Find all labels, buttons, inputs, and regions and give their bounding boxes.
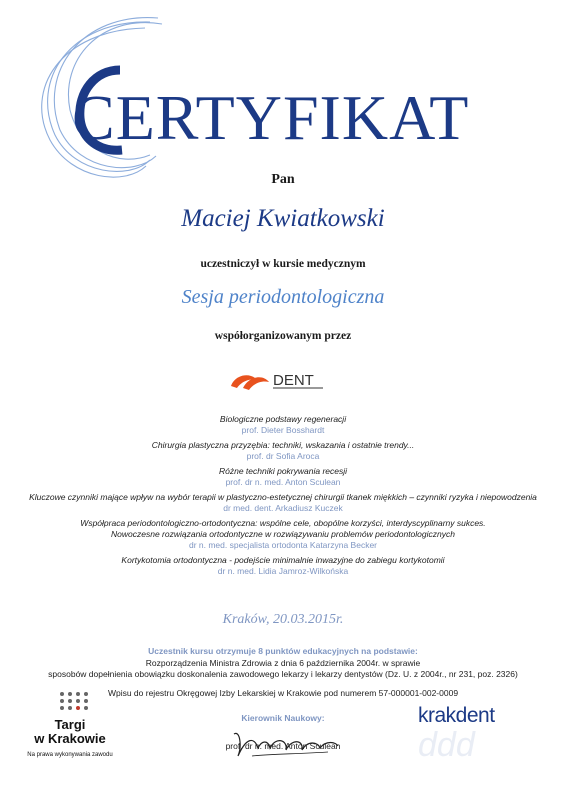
lecture-title: Biologiczne podstawy regeneracji bbox=[219, 414, 347, 424]
lecture-lecturer: prof. dr n. med. Anton Sculean bbox=[225, 477, 341, 487]
svg-text:DENT: DENT bbox=[273, 372, 314, 389]
registry-number: Wpisu do rejestru Okręgowej Izby Lekarskiej w Krakowie pod numerem 57-000001-002-0009 bbox=[107, 688, 459, 698]
targi-logo-line-2: w Krakowie bbox=[34, 731, 106, 746]
lecture-title: Różne techniki pokrywania recesji bbox=[218, 466, 348, 476]
coorganized-phrase: współorganizowanym przez bbox=[214, 330, 352, 342]
lecture-1 bbox=[20, 414, 546, 436]
lecture-lecturer: prof. dr Sofia Aroca bbox=[246, 451, 320, 461]
scientific-head-label: Kierownik Naukowy: bbox=[241, 713, 325, 723]
lecture-title-2: Nowoczesne rozwiązania ortodontyczne w rozwiązywaniu problemów periodontologicznych bbox=[111, 529, 455, 539]
lecture-5 bbox=[20, 518, 546, 551]
krakdent-logo: krakdent bbox=[418, 704, 495, 727]
targi-tagline: Na prawa wykonywania zawodu bbox=[27, 752, 113, 758]
targi-logo-line-1: Targi bbox=[54, 717, 86, 732]
lecture-4 bbox=[20, 492, 546, 514]
scientific-head-name: prof. dr n. med. Anton Sculean bbox=[225, 741, 341, 751]
course-name: Sesja periodontologiczna bbox=[181, 286, 385, 308]
lecture-title: Chirurgia plastyczna przyzębia: techniki, wskazania i ostatnie trendy... bbox=[151, 440, 415, 450]
education-line-2: sposobów dopełnienia obowiązku doskonalenia zawodowego lekarzy i lekarzy dentystów (Dz. U. z 2004r., nr 231, poz. 2326) bbox=[48, 669, 518, 679]
svg-text:ddd: ddd bbox=[418, 726, 475, 764]
lecture-lecturer: dr n. med. specjalista ortodonta Katarzyna Becker bbox=[188, 540, 378, 550]
krakdent-watermark bbox=[398, 686, 548, 776]
participation-phrase: uczestniczył w kursie medycznym bbox=[200, 258, 366, 270]
lecture-lecturer: dr med. dent. Arkadiusz Kuczek bbox=[223, 503, 343, 513]
education-points-title: Uczestnik kursu otrzymuje 8 punktów edukacyjnych na podstawie: bbox=[148, 646, 418, 656]
lecture-2 bbox=[20, 440, 546, 462]
lecture-lecturer: prof. Dieter Bosshardt bbox=[241, 425, 325, 435]
place-date: Kraków, 20.03.2015r. bbox=[222, 612, 344, 627]
lecture-title: Kluczowe czynniki mające wpływ na wybór terapii w plastyczno-estetycznej chirurgii tkanek miękkich – czynniki ryzyka i niepowodzenia bbox=[29, 492, 537, 502]
lecture-6 bbox=[20, 555, 546, 577]
lecture-title: Kortykotomia ortodontyczna - podejście minimalnie inwazyjne do zabiegu kortykotomii bbox=[121, 555, 445, 565]
lecture-lecturer: dr n. med. Lidia Jamroz-Wilkońska bbox=[217, 566, 349, 576]
salutation: Pan bbox=[271, 172, 295, 187]
lecture-3 bbox=[20, 466, 546, 488]
certificate-title: CERTYFIKAT bbox=[72, 82, 470, 153]
endent-logo bbox=[229, 366, 337, 394]
lecture-title: Współpraca periodontologiczno-ortodontyczna: wspólne cele, obopólne korzyści, interdyscyplinarny sukces. bbox=[80, 518, 486, 528]
recipient-name: Maciej Kwiatkowski bbox=[181, 205, 385, 232]
education-line-1: Rozporządzenia Ministra Zdrowia z dnia 6 października 2004r. w sprawie bbox=[145, 658, 421, 668]
